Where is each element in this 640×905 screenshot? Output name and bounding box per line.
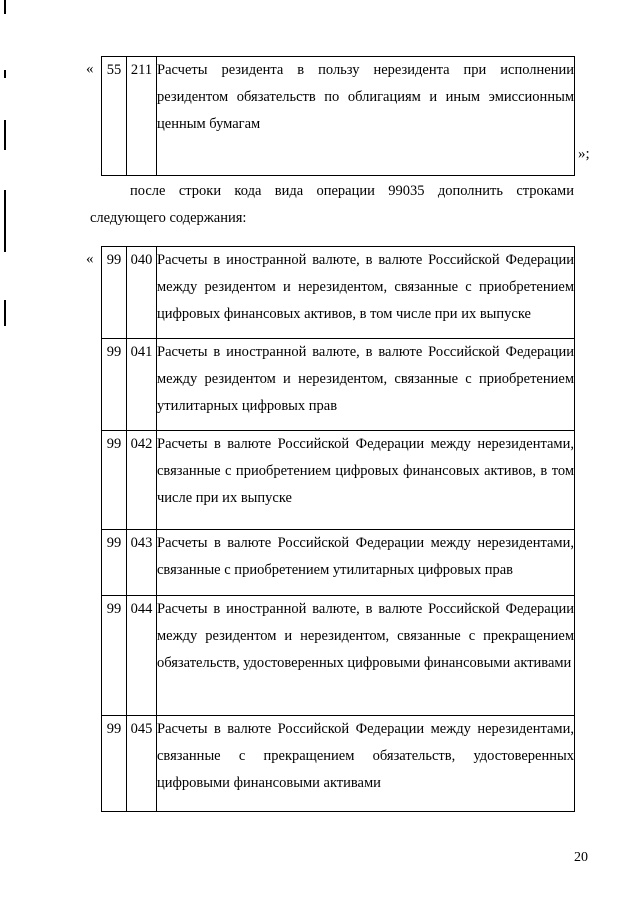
- new-operations-table: [101, 246, 575, 812]
- operation-group-code: 99: [102, 596, 127, 716]
- operation-group-code: 99: [102, 716, 127, 812]
- operation-description: Расчеты резидента в пользу нерезидента при исполнении резидентом обязательств по облигациям и иным эмиссионным ценным бумагам: [157, 57, 575, 176]
- operation-description: Расчеты в иностранной валюте, в валюте Российской Федерации между резидентом и нерезидентом, связанные с прекращением обязательств, удостоверенных цифровыми финансовыми активами: [157, 596, 575, 716]
- instruction-paragraph: [90, 178, 574, 232]
- table-row: [102, 339, 575, 431]
- operation-group-code: 99: [102, 530, 127, 596]
- table-row: [102, 247, 575, 339]
- operation-code: 042: [127, 431, 157, 530]
- opening-quote: «: [86, 61, 94, 77]
- table-row: [102, 716, 575, 812]
- scan-mark: [4, 70, 6, 78]
- operation-group-code: 99: [102, 339, 127, 431]
- operation-group-code: 55: [102, 57, 127, 176]
- operation-description: Расчеты в валюте Российской Федерации между нерезидентами, связанные с приобретением утилитарных цифровых прав: [157, 530, 575, 596]
- scan-mark: [4, 300, 6, 326]
- closing-quote: »;: [578, 146, 590, 162]
- scan-mark: [4, 190, 6, 252]
- first-operation-table: [101, 56, 575, 176]
- instruction-text: после строки кода вида операции 99035 дополнить строками следующего содержания:: [90, 183, 574, 226]
- table-row: [102, 431, 575, 530]
- operation-group-code: 99: [102, 431, 127, 530]
- operation-code: 044: [127, 596, 157, 716]
- table-row: [102, 530, 575, 596]
- operation-code: 043: [127, 530, 157, 596]
- operation-code: 211: [127, 57, 157, 176]
- table-row: [102, 596, 575, 716]
- page-number: 20: [574, 850, 588, 865]
- operation-description: Расчеты в валюте Российской Федерации между нерезидентами, связанные с приобретением цифровых финансовых активов, в том числе при их выпуске: [157, 431, 575, 530]
- operation-code: 041: [127, 339, 157, 431]
- operation-description: Расчеты в иностранной валюте, в валюте Российской Федерации между резидентом и нерезидентом, связанные с приобретением утилитарных цифровых прав: [157, 339, 575, 431]
- operation-code: 045: [127, 716, 157, 812]
- operation-description: Расчеты в иностранной валюте, в валюте Российской Федерации между резидентом и нерезидентом, связанные с приобретением цифровых финансовых активов, в том числе при их выпуске: [157, 247, 575, 339]
- operation-group-code: 99: [102, 247, 127, 339]
- scan-mark: [4, 0, 6, 14]
- operation-code: 040: [127, 247, 157, 339]
- table-row: [102, 57, 575, 176]
- operation-description: Расчеты в валюте Российской Федерации между нерезидентами, связанные с прекращением обязательств, удостоверенных цифровыми финансовыми активами: [157, 716, 575, 812]
- opening-quote: «: [86, 251, 94, 267]
- scan-mark: [4, 120, 6, 150]
